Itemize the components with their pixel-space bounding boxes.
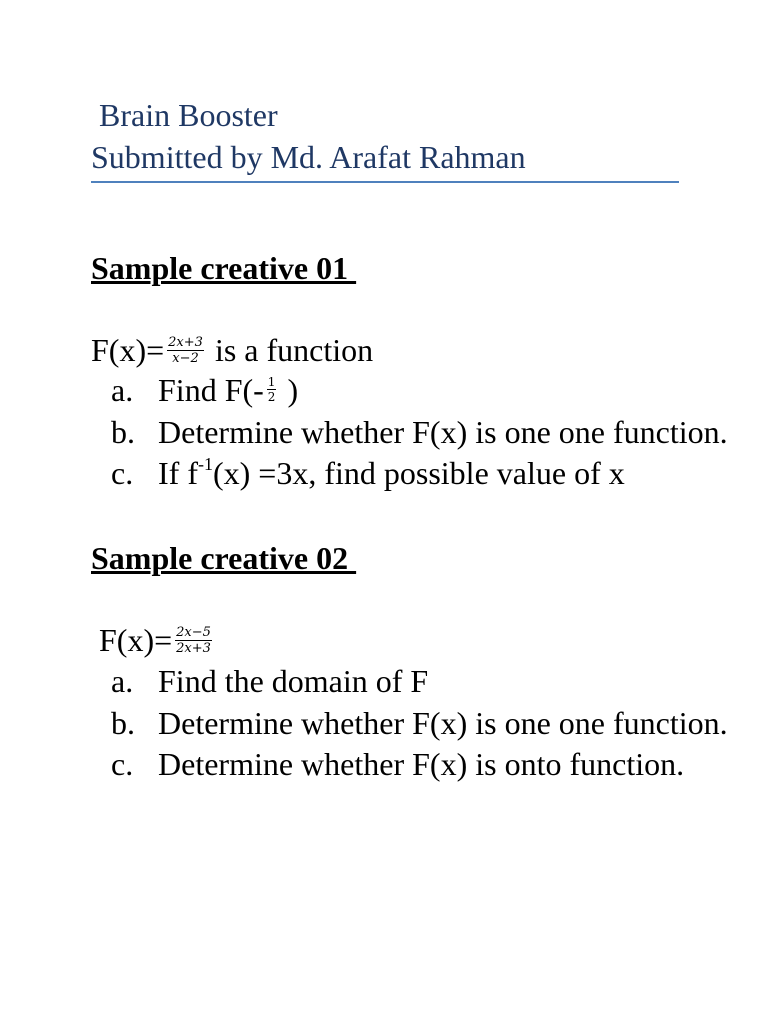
item-text-before: If f [158,455,198,491]
item-marker: a. [111,663,134,699]
function-prefix: F(x)= [91,332,165,368]
document-title: Brain Booster [99,97,278,133]
function-fraction [167,336,204,365]
function-fraction [175,626,212,655]
fraction-numerator: 2x+3 [168,335,203,351]
fraction-numerator: 2x−5 [176,625,211,641]
list-item [111,370,731,412]
item-text: Determine whether F(x) is one one function. [158,704,728,741]
fraction-denominator: 2x+3 [176,641,211,657]
item-marker: a. [111,372,134,408]
item-marker: c. [111,455,134,491]
question-list-1 [111,370,731,495]
list-item [111,412,731,454]
inverse-superscript: -1 [197,454,213,475]
title-divider [91,181,679,183]
item-marker: c. [111,746,134,782]
function-definition-1 [91,330,373,370]
title-block [91,94,679,178]
inline-fraction [267,376,277,403]
item-text-before: Find F(- [158,372,264,408]
function-definition-2 [99,620,215,660]
item-marker: b. [111,704,135,741]
fraction-denominator: x−2 [172,351,199,367]
item-marker: b. [111,413,135,450]
section-heading-2: Sample creative 02 [91,540,357,576]
list-item [111,661,731,703]
fraction-denominator: 2 [267,390,276,405]
function-prefix: F(x)= [99,622,173,658]
item-text-after: ) [279,372,299,408]
item-text: Find the domain of F [158,663,429,699]
list-item [111,744,731,786]
list-item [111,703,731,745]
item-text-after: (x) =3x, find possible value of x [212,455,625,491]
function-suffix: is a function [206,332,374,368]
item-text: Determine whether F(x) is onto function. [158,746,685,782]
item-text: Determine whether F(x) is one one function. [158,413,728,450]
document-subtitle: Submitted by Md. Arafat Rahman [91,139,526,175]
list-item [111,453,731,495]
fraction-numerator: 1 [267,375,276,390]
section-heading-1: Sample creative 01 [91,250,357,286]
question-list-2 [111,661,731,786]
